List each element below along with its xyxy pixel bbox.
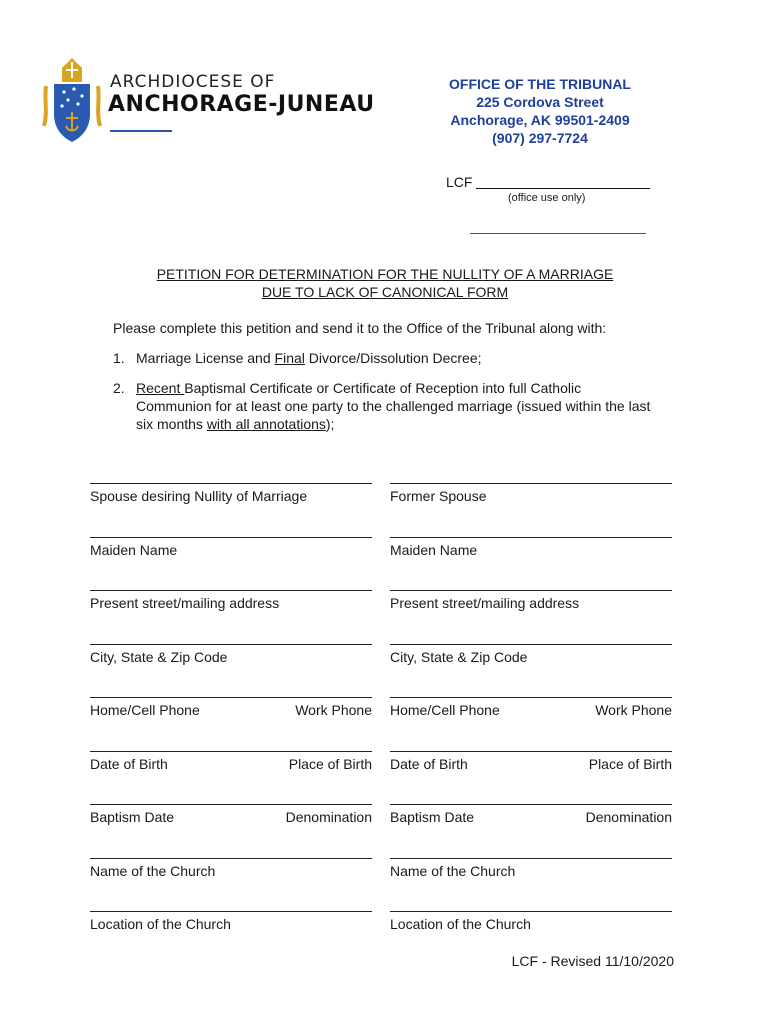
field-label: Home/Cell Phone	[90, 702, 200, 718]
field-line[interactable]	[90, 858, 372, 859]
right-field-3[interactable]	[390, 590, 672, 611]
field-label-row	[90, 649, 372, 665]
lcf-field[interactable]	[476, 188, 650, 189]
left-field-7[interactable]	[90, 804, 372, 825]
instruction-item-2	[113, 379, 653, 433]
field-label-row	[390, 488, 672, 504]
field-label-row	[390, 863, 672, 879]
right-field-9[interactable]	[390, 911, 672, 932]
field-label-secondary: Denomination	[285, 809, 372, 825]
field-label-row	[390, 809, 672, 825]
office-use-field[interactable]	[470, 233, 646, 234]
field-label: Name of the Church	[390, 863, 516, 879]
field-label-row	[390, 542, 672, 558]
field-label-row	[390, 649, 672, 665]
field-label: Date of Birth	[390, 756, 468, 772]
right-field-8[interactable]	[390, 858, 672, 879]
field-line[interactable]	[390, 483, 672, 484]
field-label: Name of the Church	[90, 863, 216, 879]
field-line[interactable]	[390, 911, 672, 912]
field-label: Spouse desiring Nullity of Marriage	[90, 488, 308, 504]
field-label-secondary: Denomination	[585, 809, 672, 825]
left-field-3[interactable]	[90, 590, 372, 611]
item-emphasis: with all annotations	[206, 416, 326, 432]
item-text: Baptismal Certificate or Certificate of Reception into full Catholic Communion for at least one party to the challenged marriage (issued within the last six months	[136, 380, 651, 432]
left-field-8[interactable]	[90, 858, 372, 879]
field-line[interactable]	[90, 644, 372, 645]
lcf-label: LCF	[446, 174, 473, 190]
coat-of-arms-icon	[42, 56, 102, 146]
field-label-row	[390, 595, 672, 611]
field-label-row	[390, 702, 672, 718]
field-label-row	[390, 756, 672, 772]
field-line[interactable]	[90, 911, 372, 912]
item-text: Divorce/Dissolution Decree;	[304, 350, 482, 366]
office-title: OFFICE OF THE TRIBUNAL	[449, 76, 631, 92]
org-name-main: ANCHORAGE-JUNEAU	[108, 92, 375, 117]
field-line[interactable]	[390, 537, 672, 538]
field-line[interactable]	[90, 590, 372, 591]
item-emphasis: Recent	[136, 380, 185, 396]
field-label-secondary: Work Phone	[595, 702, 672, 718]
field-label: City, State & Zip Code	[90, 649, 228, 665]
divider	[110, 130, 172, 132]
left-field-2[interactable]	[90, 537, 372, 558]
office-street: 225 Cordova Street	[476, 94, 604, 110]
left-field-1[interactable]	[90, 483, 372, 504]
right-field-5[interactable]	[390, 697, 672, 718]
right-field-4[interactable]	[390, 644, 672, 665]
field-line[interactable]	[390, 590, 672, 591]
field-label: Present street/mailing address	[90, 595, 280, 611]
field-label: Maiden Name	[390, 542, 478, 558]
left-field-6[interactable]	[90, 751, 372, 772]
instructions-intro: Please complete this petition and send it to the Office of the Tribunal along with:	[113, 320, 607, 336]
field-label: Present street/mailing address	[390, 595, 580, 611]
field-label-row	[90, 542, 372, 558]
left-field-9[interactable]	[90, 911, 372, 932]
field-label: Home/Cell Phone	[390, 702, 500, 718]
field-label: Maiden Name	[90, 542, 178, 558]
field-label-row	[90, 863, 372, 879]
item-text: );	[325, 416, 335, 432]
revision-footer: LCF - Revised 11/10/2020	[511, 953, 674, 969]
field-label-row	[90, 756, 372, 772]
office-phone: (907) 297-7724	[492, 130, 588, 146]
instruction-item-1	[113, 349, 673, 367]
field-label-row	[90, 702, 372, 718]
item-text: Marriage License and	[136, 350, 275, 366]
field-label: Former Spouse	[390, 488, 487, 504]
field-label-row	[90, 809, 372, 825]
field-line[interactable]	[90, 751, 372, 752]
office-city: Anchorage, AK 99501-2409	[450, 112, 630, 128]
right-field-6[interactable]	[390, 751, 672, 772]
field-label: Location of the Church	[390, 916, 531, 932]
item-emphasis: Final	[274, 350, 305, 366]
field-label: Baptism Date	[90, 809, 175, 825]
field-line[interactable]	[390, 751, 672, 752]
field-line[interactable]	[90, 537, 372, 538]
field-label: Date of Birth	[90, 756, 168, 772]
field-label-row	[90, 595, 372, 611]
field-line[interactable]	[90, 483, 372, 484]
field-line[interactable]	[390, 644, 672, 645]
field-label-row	[90, 488, 372, 504]
org-name-top: ARCHDIOCESE OF	[110, 72, 276, 92]
field-label: City, State & Zip Code	[390, 649, 528, 665]
field-line[interactable]	[390, 858, 672, 859]
field-line[interactable]	[90, 804, 372, 805]
field-line[interactable]	[90, 697, 372, 698]
item-number: 1.	[113, 350, 125, 366]
right-field-7[interactable]	[390, 804, 672, 825]
field-line[interactable]	[390, 804, 672, 805]
field-label-row	[390, 916, 672, 932]
field-label-secondary: Place of Birth	[588, 756, 672, 772]
field-label-secondary: Work Phone	[295, 702, 372, 718]
petition-title-line2: DUE TO LACK OF CANONICAL FORM	[261, 284, 509, 300]
field-label: Location of the Church	[90, 916, 231, 932]
right-field-2[interactable]	[390, 537, 672, 558]
field-label-secondary: Place of Birth	[288, 756, 372, 772]
field-label: Baptism Date	[390, 809, 475, 825]
item-number: 2.	[113, 380, 125, 396]
petition-title-line1: PETITION FOR DETERMINATION FOR THE NULLITY OF A MARRIAGE	[156, 266, 614, 282]
right-field-1[interactable]	[390, 483, 672, 504]
field-label-row	[90, 916, 372, 932]
left-field-4[interactable]	[90, 644, 372, 665]
field-line[interactable]	[390, 697, 672, 698]
left-field-5[interactable]	[90, 697, 372, 718]
office-use-note: (office use only)	[508, 192, 586, 204]
